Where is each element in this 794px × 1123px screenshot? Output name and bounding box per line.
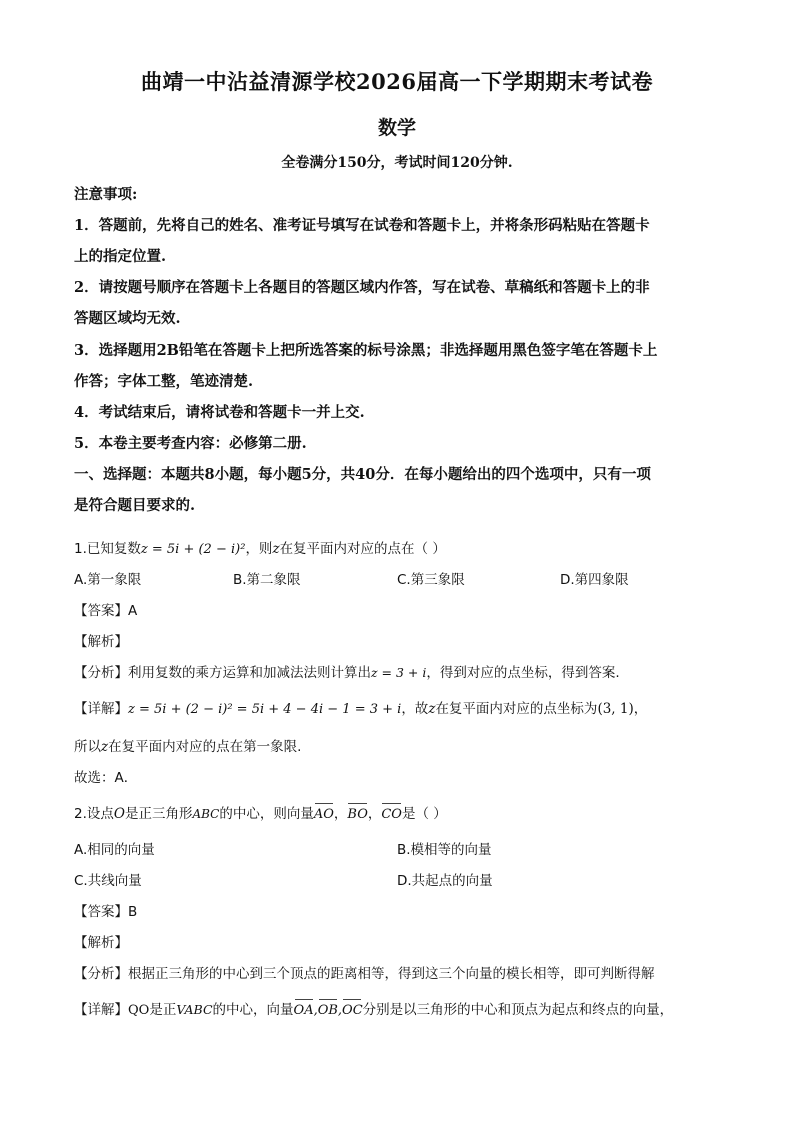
q2-option-c: C.共线向量 <box>74 873 142 889</box>
vector-co: CO <box>381 807 402 822</box>
note-line: 1．答题前，先将自己的姓名、准考证号填写在试卷和答题卡上，并将条形码粘贴在答题卡 <box>74 217 650 234</box>
q1-option-b: B.第二象限 <box>233 572 301 588</box>
q2-option-a: A.相同的向量 <box>74 842 155 858</box>
vector-ao: AO <box>314 807 334 822</box>
q1-option-d: D.第四象限 <box>560 572 629 588</box>
note-line: 答题区域均无效. <box>74 310 181 327</box>
notes-heading: 注意事项: <box>74 186 138 203</box>
q2-fenxi: 【分析】根据正三角形的中心到三个顶点的距离相等，得到这三个向量的模长相等，即可判断得解 <box>74 966 655 982</box>
note-line: 上的指定位置. <box>74 248 167 265</box>
q1-fenxi: 【分析】利用复数的乘方运算和加减法法则计算出z = 3 + i，得到对应的点坐标，得到答案. <box>74 665 620 681</box>
q2-detail: 【详解】QO是正VABC的中心，向量 OA,OB,OC分别是以三角形的中心和顶点为起点和终点的向量， <box>74 998 673 1018</box>
q1-conclusion: 所以z在复平面内对应的点在第一象限. <box>74 739 302 755</box>
q1-choose: 故选：A． <box>74 770 138 786</box>
q2-analysis-label: 【解析】 <box>74 935 128 951</box>
q2-option-d: D.共起点的向量 <box>397 873 493 889</box>
vectors-oa-ob-oc: OA,OB,OC <box>294 1003 363 1018</box>
q1-detail: 【详解】z = 5i + (2 − i)² = 5i + 4 − 4i − 1 = 3 + i，故z在复平面内对应的点坐标为(3, 1)， <box>74 701 648 717</box>
q1-option-a: A.第一象限 <box>74 572 142 588</box>
note-line: 作答；字体工整，笔迹清楚. <box>74 373 254 390</box>
section-heading-cont: 是符合题目要求的. <box>74 497 196 514</box>
q1-answer: 【答案】A <box>74 603 138 619</box>
exam-title: 曲靖一中沾益清源学校2026届高一下学期期末考试卷 <box>141 69 653 94</box>
q1-formula: z = 5i + (2 − i)² <box>140 542 246 557</box>
q2-option-b: B.模相等的向量 <box>397 842 492 858</box>
q2-answer: 【答案】B <box>74 904 138 920</box>
subject-heading: 数学 <box>377 117 416 139</box>
q1-option-c: C.第三象限 <box>397 572 465 588</box>
q2-stem: 2.设点O是正三角形ABC的中心，则向量 AO， BO， CO是（ ） <box>74 802 447 822</box>
section-heading: 一、选择题：本题共8小题，每小题5分，共40分．在每小题给出的四个选项中，只有一项 <box>74 466 651 483</box>
q1-analysis-label: 【解析】 <box>74 634 128 650</box>
note-line: 4．考试结束后，请将试卷和答题卡一并上交. <box>74 404 365 421</box>
vector-bo: BO <box>347 807 367 822</box>
note-line: 2．请按题号顺序在答题卡上各题目的答题区域内作答，写在试卷、草稿纸和答题卡上的非 <box>74 279 650 296</box>
q1-stem: 1.已知复数z = 5i + (2 − i)²，则z在复平面内对应的点在（ ） <box>74 541 446 557</box>
note-line: 5．本卷主要考查内容：必修第二册. <box>74 435 307 452</box>
note-line: 3．选择题用2B铅笔在答题卡上把所选答案的标号涂黑；非选择题用黑色签字笔在答题卡上 <box>74 342 658 359</box>
score-time-note: 全卷满分150分，考试时间120分钟. <box>281 155 513 171</box>
